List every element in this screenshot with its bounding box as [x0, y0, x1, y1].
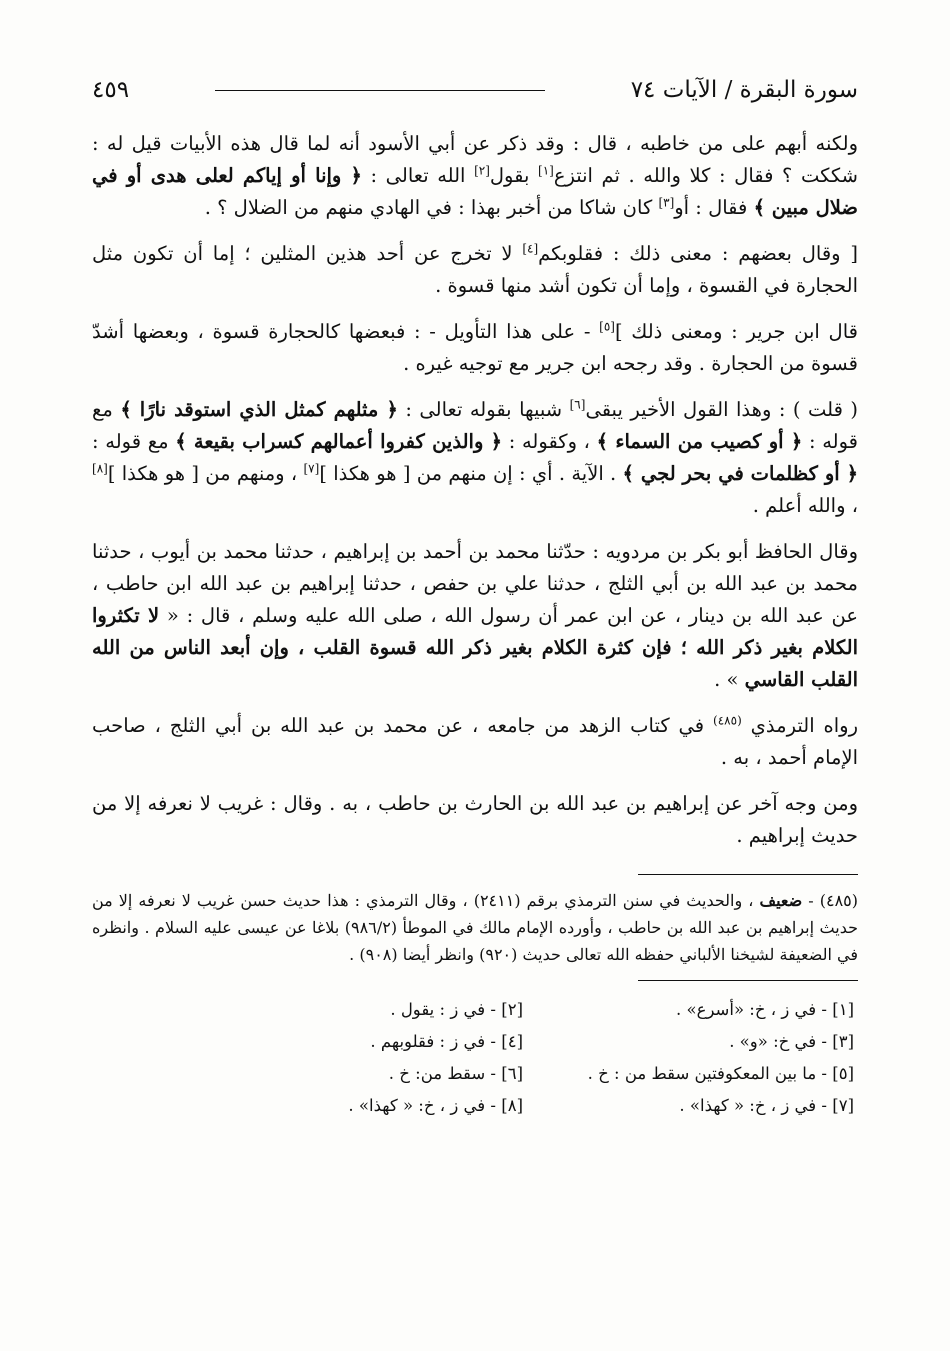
variant-note: [٧] - في ز ، خ: « كهذا» .	[679, 1096, 854, 1115]
paragraph-2: [ وقال بعضهم : معنى ذلك : فقلوبكم[٤] لا تخرج عن أحد هذين المثلين ؛ إما أن تكون مثل الحجارة في القسوة ، وإما أن تكون أشد منها قسوة .	[92, 241, 858, 297]
page-header	[92, 70, 858, 110]
variant-note: [٢] - في ز : يقول .	[390, 1000, 523, 1019]
variant-ref-5: [٥]	[599, 319, 615, 334]
footnote-485: (٤٨٥) - ضعيف ، والحديث في سنن الترمذي برقم (٢٤١١) ، وقال الترمذي : هذا حديث حسن غريب لا نعرفه إلا من حديث إبراهيم بن عبد الله بن حاطب ، وأورده الإمام مالك في الموطأ (٩٨٦/٢) بلاغا عن عيسى عليه السلام . وانظره في الضعيفة لشيخنا الألباني حفظه الله تعالى حديث (٩٢٠) وانظر أيضا (٩٠٨) .	[92, 891, 859, 964]
footnote-grade: ضعيف	[759, 891, 803, 910]
variant-ref-4: [٤]	[522, 241, 539, 256]
variant-ref-3: [٣]	[658, 195, 675, 210]
page-number: ٤٥٩	[92, 77, 130, 103]
variant-note: [٦] - سقط من: خ .	[388, 1064, 523, 1083]
variant-ref-2: [٢]	[474, 163, 490, 178]
quran-quote: ﴿ مثلهم كمثل الذي استوقد نارًا ﴾	[120, 398, 398, 421]
quran-quote: ﴿ والذين كفروا أعمالهم كسراب بقيعة ﴾	[175, 430, 503, 453]
main-text	[92, 128, 858, 852]
paragraph-5: وقال الحافظ أبو بكر بن مردويه : حدّثنا محمد بن أحمد بن إبراهيم ، حدثنا محمد بن أيوب ، حدثنا محمد بن عبد الله بن أبي الثلج ، حدثنا علي بن حفص ، حدثنا إبراهيم بن عبد الله ابن حاطب ، عن عبد الله بن دينار ، عن ابن عمر أن رسول الله ، صلى الله عليه وسلم ، قال : « لا تكثروا الكلام بغير ذكر الله ؛ فإن كثرة الكلام بغير ذكر الله قسوة القلب ، وإن أبعد الناس من الله القلب القاسي » .	[92, 540, 858, 691]
quran-quote: ﴿ وإنا أو إياكم لعلى هدى أو في ضلال مبين ﴾	[92, 164, 858, 219]
paragraph-3: قال ابن جرير : ومعنى ذلك ][٥] - على هذا التأويل - : فبعضها كالحجارة قسوة ، وبعضها أشدّ قسوة من الحجارة . وقد رجحه ابن جرير مع توجيه غيره .	[92, 319, 858, 375]
footnote-ref-485: (٤٨٥)	[713, 713, 742, 728]
running-title: سورة البقرة / الآيات ٧٤	[630, 77, 858, 103]
hadith-quote: لا تكثروا الكلام بغير ذكر الله ؛ فإن كثرة الكلام بغير ذكر الله قسوة القلب ، وإن أبعد الناس من الله القلب القاسي	[92, 604, 858, 691]
variant-ref-8: [٨]	[92, 461, 108, 476]
variant-note: [٥] - ما بين المعكوفتين سقط من : خ .	[587, 1064, 854, 1083]
paragraph-1: ولكنه أبهم على من خاطبه ، قال : وقد ذكر عن أبي الأسود أنه لما قال هذه الأبيات قيل له : شككت ؟ فقال : كلا والله . ثم انتزع[١] بقول[٢] الله تعالى : ﴿ وإنا أو إياكم لعلى هدى أو في ضلال مبين ﴾ فقال : أو[٣] كان شاكا من أخبر بهذا : في الهادي منهم من الضلال ؟ .	[92, 132, 859, 219]
variant-note: [٣] - في خ: «و» .	[729, 1032, 854, 1051]
paragraph-7: ومن وجه آخر عن إبراهيم بن عبد الله بن الحارث بن حاطب ، به . وقال : غريب لا نعرفه إلا من حديث إبراهيم .	[92, 792, 858, 847]
variant-note: [١] - في ز ، خ: «أسرع» .	[676, 1000, 854, 1019]
paragraph-6: رواه الترمذي $^{(٤٨٥)}$ في كتاب الزهد من جامعه ، عن محمد بن عبد الله بن أبي الثلج ، صاحب الإمام أحمد ، به .	[92, 713, 858, 769]
variant-ref-1: [١]	[538, 163, 554, 178]
variants-rule	[638, 980, 858, 981]
quran-quote: ﴿ أو كظلمات في بحر لجي ﴾	[622, 462, 858, 485]
variant-note: [٨] - في ز ، خ: « كهذا» .	[348, 1096, 523, 1115]
header-rule	[215, 90, 545, 91]
variant-ref-6: [٦]	[569, 397, 586, 412]
footnote-rule	[638, 874, 858, 875]
variant-ref-7: [٧]	[303, 461, 320, 476]
paragraph-4: ( قلت ) : وهذا القول الأخير يبقى[٦] شبيها بقوله تعالى : ﴿ مثلهم كمثل الذي استوقد نارًا ﴾ مع قوله : ﴿ أو كصيب من السماء ﴾ ، وكقوله : ﴿ والذين كفروا أعمالهم كسراب بقيعة ﴾ مع قوله : ﴿ أو كظلمات في بحر لجي ﴾ . الآية . أي : إن منهم من [ هو هكذا ][٧] ، ومنهم من [ هو هكذا ][٨] ، والله أعلم .	[92, 397, 858, 517]
manuscript-variants	[92, 995, 858, 1121]
variant-note: [٤] - في ز : فقلوبهم .	[370, 1032, 523, 1051]
quran-quote: ﴿ أو كصيب من السماء ﴾	[596, 430, 803, 453]
